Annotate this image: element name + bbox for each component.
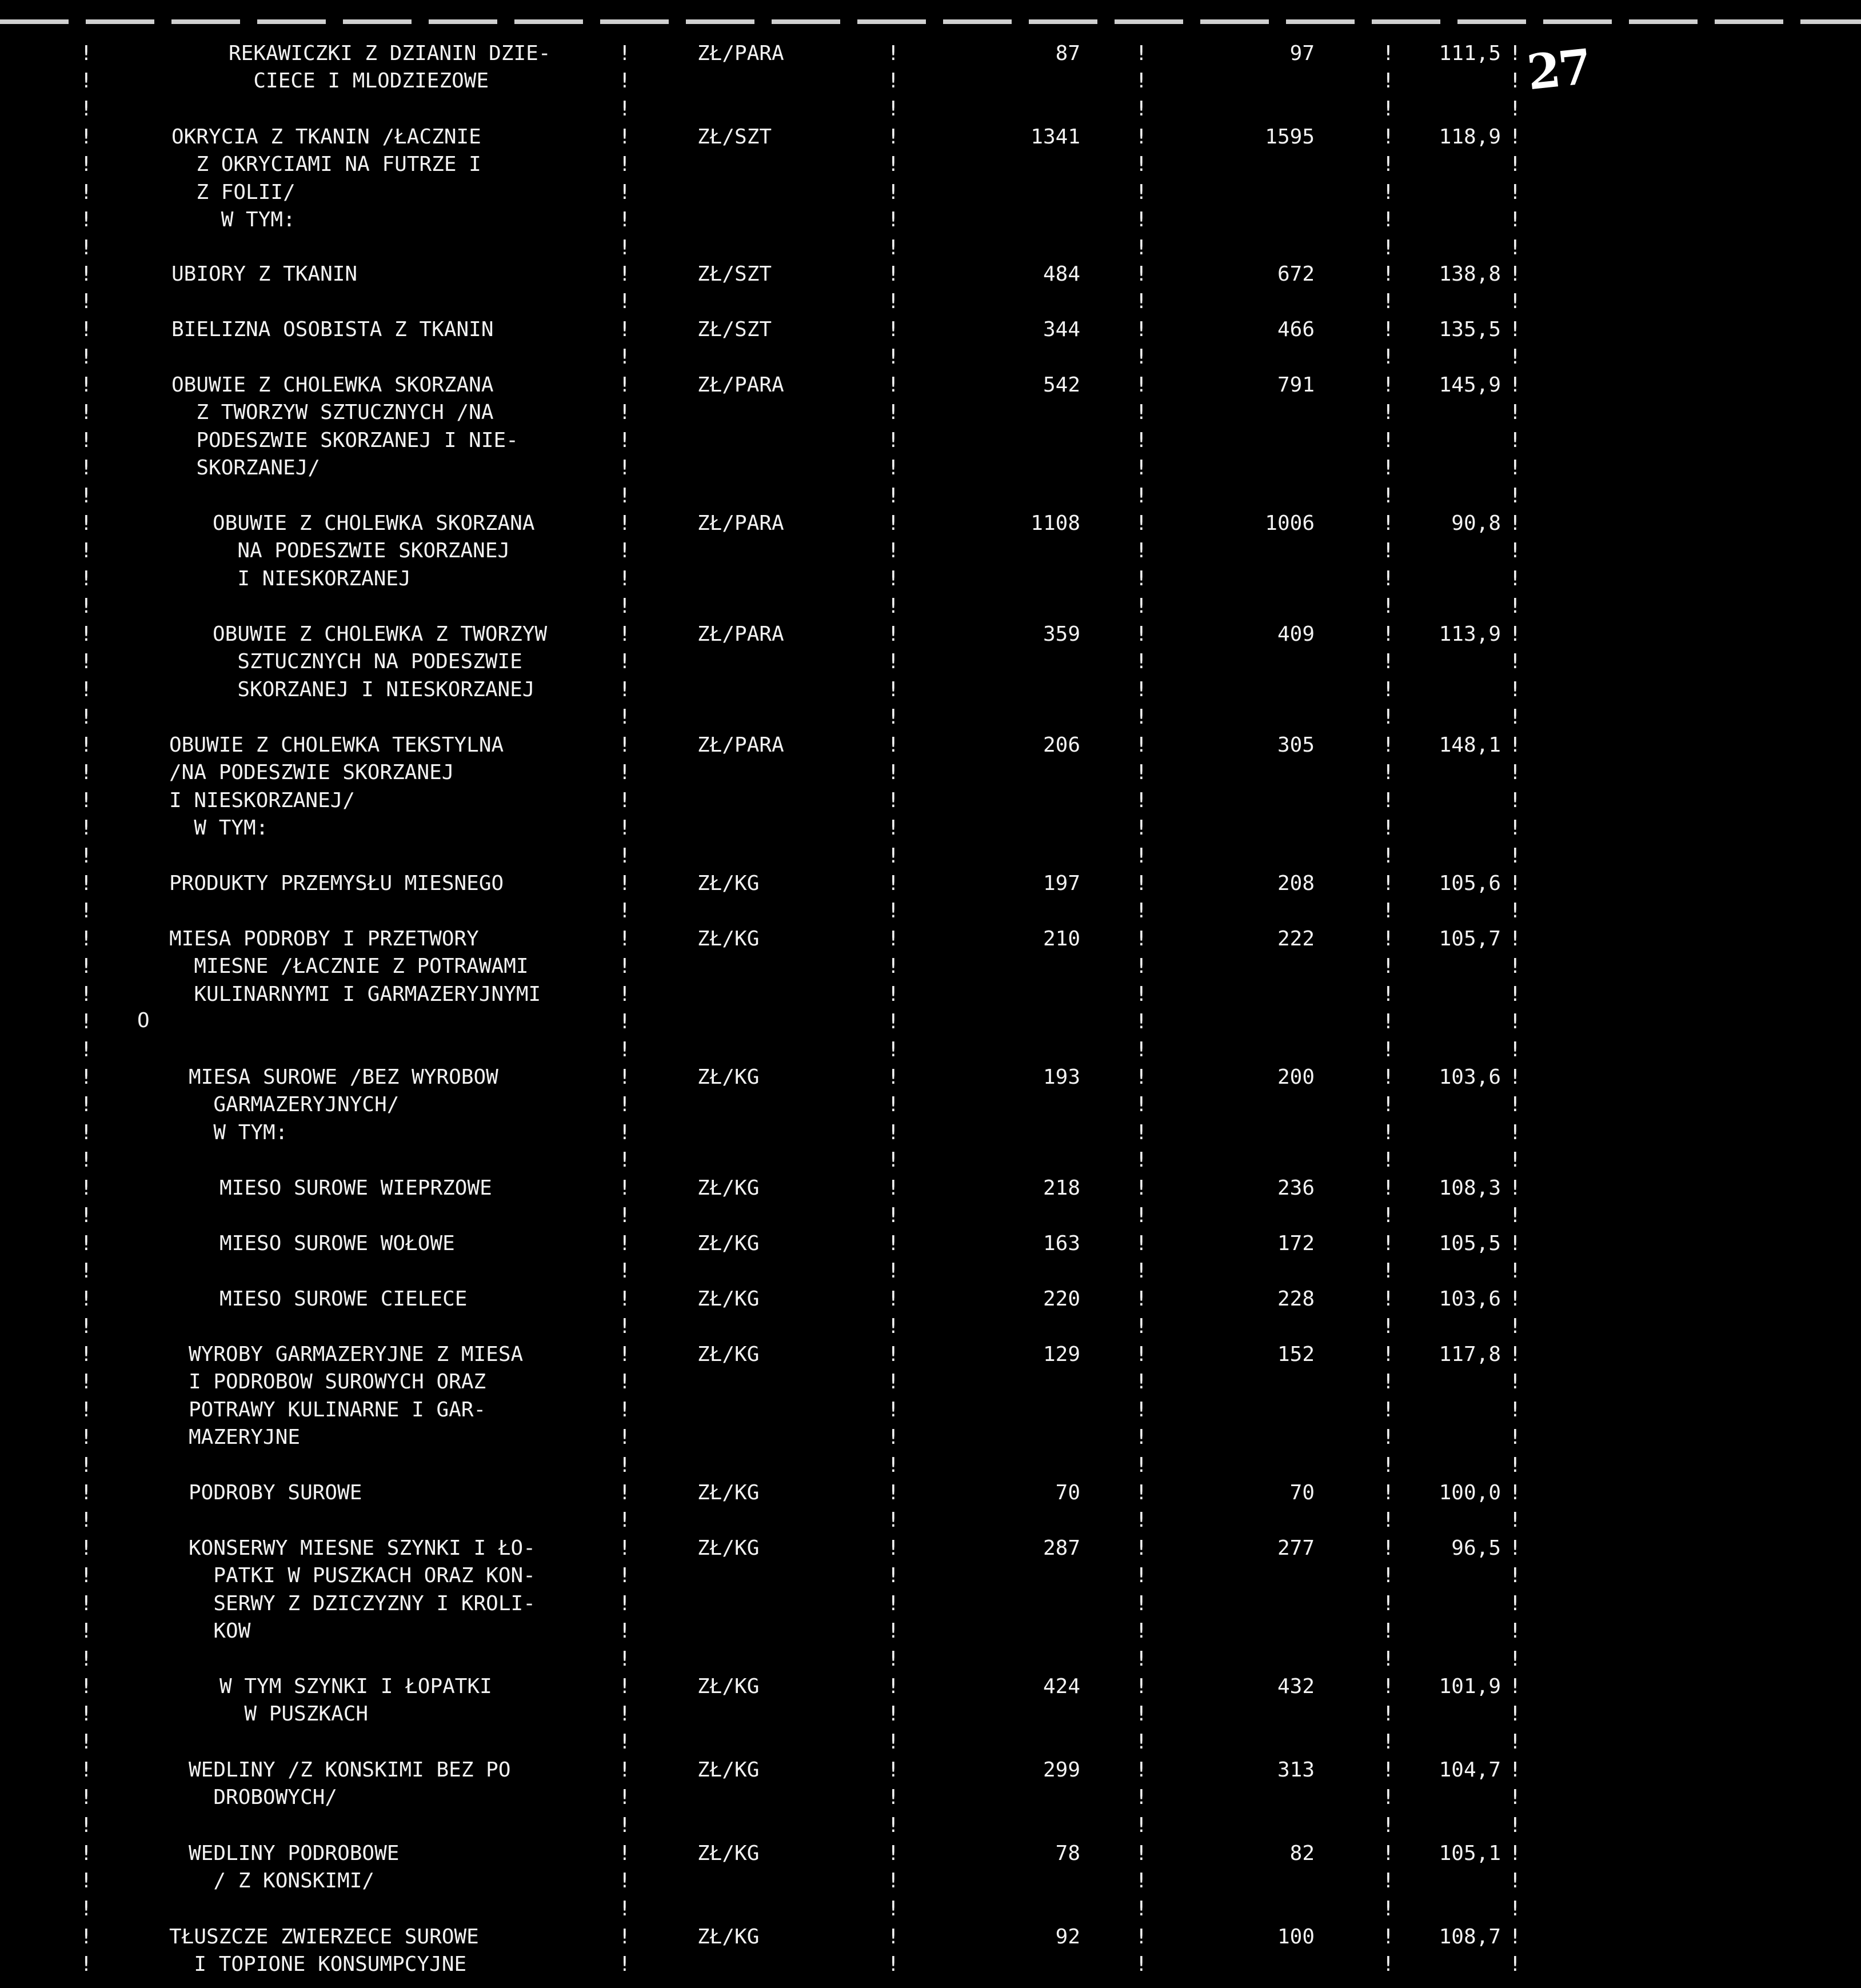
- column-separator: ! ! !: [1135, 1842, 1148, 1921]
- column-separator: ! !: [80, 1232, 93, 1283]
- column-separator: ! !: [1509, 262, 1521, 314]
- column-separator: ! !: [887, 318, 900, 369]
- column-separator: ! !: [1382, 262, 1395, 314]
- column-separator: ! !: [1135, 262, 1148, 314]
- price-before-cell: 193: [1043, 1065, 1080, 1089]
- column-separator: ! ! ! ! !: [1135, 1536, 1148, 1671]
- column-separator: ! ! !: [618, 1842, 631, 1921]
- unit-cell: ZŁ/KG: [697, 1675, 760, 1698]
- column-separator: ! !: [1382, 1481, 1395, 1532]
- index-cell: 101,9: [1439, 1675, 1501, 1698]
- price-after-cell: 100: [1277, 1925, 1315, 1949]
- column-separator: ! ! ! ! !: [887, 733, 900, 868]
- column-separator: ! !: [1382, 1925, 1395, 1977]
- price-before-cell: 484: [1043, 262, 1080, 286]
- price-before-cell: 206: [1043, 733, 1080, 757]
- column-separator: ! ! ! !: [1135, 512, 1148, 618]
- unit-cell: ZŁ/KG: [697, 1842, 760, 1865]
- price-before-cell: 1341: [1031, 125, 1080, 149]
- column-separator: ! !: [1509, 1176, 1521, 1228]
- column-separator: ! ! !: [618, 1675, 631, 1754]
- column-separator: ! ! !: [887, 42, 900, 121]
- item-name: OBUWIE Z CHOLEWKA SKORZANA NA PODESZWIE SKORZANEJ I NIESKORZANEJ: [213, 512, 535, 590]
- price-after-cell: 409: [1277, 622, 1315, 646]
- column-separator: ! ! ! ! !: [618, 1343, 631, 1477]
- index-cell: 90,8: [1451, 512, 1501, 535]
- column-separator: ! ! ! ! !: [80, 733, 93, 868]
- column-separator: ! ! !: [1135, 1758, 1148, 1837]
- column-separator: ! !: [887, 1481, 900, 1532]
- item-name: UBIORY Z TKANIN: [171, 262, 358, 286]
- column-separator: ! ! !: [887, 1675, 900, 1754]
- column-separator: ! !: [618, 1287, 631, 1339]
- unit-cell: ZŁ/PARA: [697, 373, 784, 397]
- index-cell: 105,7: [1439, 927, 1501, 951]
- column-separator: ! !: [1509, 1232, 1521, 1283]
- item-name: REKAWICZKI Z DZIANIN DZIE- CIECE I MLODZIEZOWE: [229, 42, 551, 93]
- column-separator: ! !: [1509, 1287, 1521, 1339]
- unit-cell: ZŁ/SZT: [697, 318, 772, 341]
- column-separator: ! !: [618, 1232, 631, 1283]
- column-separator: ! ! !: [80, 1842, 93, 1921]
- price-after-cell: 228: [1277, 1287, 1315, 1311]
- price-after-cell: 672: [1277, 262, 1315, 286]
- unit-cell: ZŁ/KG: [697, 1758, 760, 1782]
- column-separator: ! ! ! !: [1509, 1065, 1521, 1172]
- price-before-cell: 197: [1043, 872, 1080, 895]
- unit-cell: ZŁ/KG: [697, 1536, 760, 1560]
- column-separator: ! ! !: [1509, 1842, 1521, 1921]
- column-separator: ! !: [1135, 1176, 1148, 1228]
- column-separator: ! !: [1509, 872, 1521, 923]
- column-separator: ! ! ! ! !: [1509, 927, 1521, 1061]
- column-separator: ! !: [1382, 872, 1395, 923]
- column-separator: ! !: [618, 872, 631, 923]
- price-after-cell: 208: [1277, 872, 1315, 895]
- column-separator: ! !: [887, 1925, 900, 1977]
- column-separator: ! ! ! !: [1135, 1065, 1148, 1172]
- column-separator: ! ! ! ! !: [618, 125, 631, 260]
- index-cell: 104,7: [1439, 1758, 1501, 1782]
- price-after-cell: 222: [1277, 927, 1315, 951]
- column-separator: ! !: [887, 1232, 900, 1283]
- top-rule: [0, 19, 1861, 24]
- column-separator: ! ! ! ! !: [80, 125, 93, 260]
- price-before-cell: 1108: [1031, 512, 1080, 535]
- price-before-cell: 129: [1043, 1343, 1080, 1366]
- column-separator: ! ! !: [1135, 1675, 1148, 1754]
- column-separator: ! ! !: [887, 1842, 900, 1921]
- column-separator: ! ! ! ! !: [1509, 1536, 1521, 1671]
- price-before-cell: 210: [1043, 927, 1080, 951]
- index-cell: 96,5: [1451, 1536, 1501, 1560]
- column-separator: ! !: [1382, 1176, 1395, 1228]
- price-after-cell: 305: [1277, 733, 1315, 757]
- column-separator: ! ! ! !: [618, 512, 631, 618]
- column-separator: ! !: [80, 872, 93, 923]
- column-separator: ! !: [1135, 1481, 1148, 1532]
- column-separator: ! ! !: [618, 1758, 631, 1837]
- item-name: WYROBY GARMAZERYJNE Z MIESA I PODROBOW SUROWYCH ORAZ POTRAWY KULINARNE I GAR- MAZERYJNE: [189, 1343, 524, 1450]
- price-before-cell: 220: [1043, 1287, 1080, 1311]
- index-cell: 103,6: [1439, 1065, 1501, 1089]
- unit-cell: ZŁ/PARA: [697, 733, 784, 757]
- column-separator: ! !: [618, 318, 631, 369]
- column-separator: ! !: [618, 1925, 631, 1977]
- column-separator: ! ! ! !: [1509, 622, 1521, 729]
- unit-cell: ZŁ/KG: [697, 1343, 760, 1366]
- unit-cell: ZŁ/KG: [697, 1481, 760, 1504]
- column-separator: ! !: [618, 1176, 631, 1228]
- column-separator: ! !: [887, 1287, 900, 1339]
- unit-cell: ZŁ/PARA: [697, 512, 784, 535]
- column-separator: ! ! ! ! !: [1509, 125, 1521, 260]
- price-before-cell: 287: [1043, 1536, 1080, 1560]
- column-separator: ! !: [1135, 1925, 1148, 1977]
- unit-cell: ZŁ/PARA: [697, 42, 784, 65]
- column-separator: ! ! ! ! !: [618, 373, 631, 508]
- item-name: OBUWIE Z CHOLEWKA SKORZANA Z TWORZYW SZTUCZNYCH /NA PODESZWIE SKORZANEJ I NIE- SKORZANEJ/: [171, 373, 518, 480]
- price-after-cell: 82: [1289, 1842, 1315, 1865]
- price-before-cell: 92: [1055, 1925, 1080, 1949]
- column-separator: ! ! ! ! !: [1135, 1343, 1148, 1477]
- item-name: W TYM SZYNKI I ŁOPATKI W PUSZKACH: [219, 1675, 492, 1726]
- index-cell: 100,0: [1439, 1481, 1501, 1504]
- column-separator: ! ! !: [1509, 1758, 1521, 1837]
- index-cell: 111,5: [1439, 42, 1501, 65]
- price-before-cell: 542: [1043, 373, 1080, 397]
- index-cell: 105,1: [1439, 1842, 1501, 1865]
- price-after-cell: 313: [1277, 1758, 1315, 1782]
- column-separator: ! ! ! ! !: [1509, 733, 1521, 868]
- column-separator: ! ! ! ! !: [887, 373, 900, 508]
- price-after-cell: 466: [1277, 318, 1315, 341]
- column-separator: ! ! ! ! !: [1382, 373, 1395, 508]
- price-after-cell: 1595: [1265, 125, 1315, 149]
- column-separator: ! ! ! ! !: [1382, 1343, 1395, 1477]
- column-separator: ! ! !: [1135, 42, 1148, 121]
- column-separator: ! ! ! ! !: [1382, 927, 1395, 1061]
- item-name: OBUWIE Z CHOLEWKA Z TWORZYW SZTUCZNYCH NA PODESZWIE SKORZANEJ I NIESKORZANEJ: [213, 622, 548, 701]
- column-separator: ! ! ! !: [887, 622, 900, 729]
- item-name: MIESO SUROWE WIEPRZOWE: [219, 1176, 492, 1200]
- item-name: TŁUSZCZE ZWIERZECE SUROWE I TOPIONE KONSUMPCYJNE: [169, 1925, 479, 1977]
- index-cell: 117,8: [1439, 1343, 1501, 1366]
- price-after-cell: 97: [1289, 42, 1315, 65]
- item-name: KONSERWY MIESNE SZYNKI I ŁO- PATKI W PUSZKACH ORAZ KON- SERWY Z DZICZYZNY I KROLI- KOW: [189, 1536, 536, 1643]
- column-separator: ! !: [887, 1176, 900, 1228]
- price-before-cell: 70: [1055, 1481, 1080, 1504]
- price-after-cell: 277: [1277, 1536, 1315, 1560]
- column-separator: ! !: [618, 1481, 631, 1532]
- item-name: PRODUKTY PRZEMYSŁU MIESNEGO: [169, 872, 504, 895]
- unit-cell: ZŁ/KG: [697, 1176, 760, 1200]
- column-separator: ! ! ! ! !: [80, 1343, 93, 1477]
- price-after-cell: 1006: [1265, 512, 1315, 535]
- index-cell: 135,5: [1439, 318, 1501, 341]
- price-after-cell: 791: [1277, 373, 1315, 397]
- column-separator: ! ! ! ! !: [1509, 1343, 1521, 1477]
- column-separator: ! ! ! ! !: [887, 1536, 900, 1671]
- column-separator: ! ! ! ! !: [887, 1343, 900, 1477]
- price-before-cell: 344: [1043, 318, 1080, 341]
- column-separator: ! !: [1382, 1232, 1395, 1283]
- column-separator: ! !: [887, 872, 900, 923]
- price-before-cell: 218: [1043, 1176, 1080, 1200]
- column-separator: ! ! !: [1509, 1675, 1521, 1754]
- price-before-cell: 299: [1043, 1758, 1080, 1782]
- column-separator: ! !: [1509, 318, 1521, 369]
- item-name: OBUWIE Z CHOLEWKA TEKSTYLNA /NA PODESZWIE SKORZANEJ I NIESKORZANEJ/ W TYM:: [169, 733, 504, 840]
- column-separator: ! !: [618, 262, 631, 314]
- column-separator: ! !: [1382, 1287, 1395, 1339]
- column-separator: ! ! ! !: [80, 1065, 93, 1172]
- column-separator: ! !: [80, 1925, 93, 1977]
- column-separator: ! ! !: [80, 1675, 93, 1754]
- column-separator: ! ! !: [80, 1758, 93, 1837]
- unit-cell: ZŁ/SZT: [697, 262, 772, 286]
- column-separator: ! ! ! ! !: [1135, 733, 1148, 868]
- price-after-cell: 236: [1277, 1176, 1315, 1200]
- unit-cell: ZŁ/KG: [697, 1065, 760, 1089]
- column-separator: ! ! ! !: [1382, 1065, 1395, 1172]
- column-separator: ! ! ! !: [80, 512, 93, 618]
- index-cell: 108,7: [1439, 1925, 1501, 1949]
- item-name: MIESO SUROWE WOŁOWE: [219, 1232, 455, 1255]
- column-separator: ! ! ! ! !: [887, 125, 900, 260]
- price-after-cell: 432: [1277, 1675, 1315, 1698]
- column-separator: ! ! ! !: [618, 622, 631, 729]
- index-cell: 113,9: [1439, 622, 1501, 646]
- index-cell: 103,6: [1439, 1287, 1501, 1311]
- column-separator: ! ! ! !: [80, 622, 93, 729]
- column-separator: ! ! !: [887, 1758, 900, 1837]
- column-separator: ! !: [80, 1481, 93, 1532]
- price-before-cell: 87: [1055, 42, 1080, 65]
- item-name: MIESO SUROWE CIELECE: [219, 1287, 468, 1311]
- column-separator: ! ! ! !: [1509, 512, 1521, 618]
- column-separator: ! ! !: [1382, 1842, 1395, 1921]
- item-name: MIESA SUROWE /BEZ WYROBOW GARMAZERYJNYCH/ W TYM:: [189, 1065, 498, 1144]
- column-separator: ! !: [1509, 1925, 1521, 1977]
- item-name: OKRYCIA Z TKANIN /ŁACZNIE Z OKRYCIAMI NA FUTRZE I Z FOLII/ W TYM:: [171, 125, 481, 232]
- column-separator: ! ! ! ! !: [887, 927, 900, 1061]
- column-separator: ! ! ! ! !: [1509, 373, 1521, 508]
- index-cell: 118,9: [1439, 125, 1501, 149]
- index-cell: 138,8: [1439, 262, 1501, 286]
- index-cell: 108,3: [1439, 1176, 1501, 1200]
- column-separator: ! ! ! ! !: [1135, 927, 1148, 1061]
- column-separator: ! ! ! !: [1382, 512, 1395, 618]
- column-separator: ! !: [80, 1287, 93, 1339]
- unit-cell: ZŁ/KG: [697, 1925, 760, 1949]
- column-separator: ! ! ! ! !: [1382, 733, 1395, 868]
- item-name: PODROBY SUROWE: [189, 1481, 362, 1504]
- column-separator: ! !: [887, 262, 900, 314]
- price-after-cell: 172: [1277, 1232, 1315, 1255]
- column-separator: ! ! ! ! !: [1382, 1536, 1395, 1671]
- index-cell: 105,5: [1439, 1232, 1501, 1255]
- column-separator: ! !: [1135, 872, 1148, 923]
- column-separator: ! !: [80, 318, 93, 369]
- column-separator: ! !: [80, 1176, 93, 1228]
- column-separator: ! ! ! ! !: [80, 1536, 93, 1671]
- item-name: MIESA PODROBY I PRZETWORY MIESNE /ŁACZNIE Z POTRAWAMI KULINARNYMI I GARMAZERYJNYMI: [169, 927, 541, 1006]
- column-separator: ! ! ! !: [618, 1065, 631, 1172]
- item-name: WEDLINY PODROBOWE / Z KONSKIMI/: [189, 1842, 400, 1893]
- column-separator: ! ! !: [80, 42, 93, 121]
- column-separator: ! ! !: [1382, 1758, 1395, 1837]
- price-before-cell: 78: [1055, 1842, 1080, 1865]
- column-separator: ! ! ! ! !: [1382, 125, 1395, 260]
- unit-cell: ZŁ/KG: [697, 1287, 760, 1311]
- column-separator: ! ! ! ! !: [618, 733, 631, 868]
- unit-cell: ZŁ/KG: [697, 927, 760, 951]
- column-separator: ! ! ! !: [1135, 622, 1148, 729]
- page-number: 27: [1524, 38, 1592, 101]
- column-separator: ! ! !: [1509, 42, 1521, 121]
- column-separator: ! ! !: [1382, 1675, 1395, 1754]
- column-separator: ! ! ! !: [1382, 622, 1395, 729]
- column-separator: ! ! !: [1382, 42, 1395, 121]
- column-separator: ! ! ! !: [887, 1065, 900, 1172]
- item-name: WEDLINY /Z KONSKIMI BEZ PO DROBOWYCH/: [189, 1758, 511, 1810]
- column-separator: ! ! ! ! !: [1135, 373, 1148, 508]
- column-separator: ! ! ! ! !: [80, 373, 93, 508]
- index-cell: 105,6: [1439, 872, 1501, 895]
- price-before-cell: 163: [1043, 1232, 1080, 1255]
- column-separator: ! !: [1135, 318, 1148, 369]
- unit-cell: ZŁ/KG: [697, 1232, 760, 1255]
- column-separator: ! !: [1382, 318, 1395, 369]
- column-separator: ! ! ! ! !: [1135, 125, 1148, 260]
- price-before-cell: 359: [1043, 622, 1080, 646]
- column-separator: ! !: [1135, 1232, 1148, 1283]
- column-separator: ! ! !: [618, 42, 631, 121]
- index-cell: 148,1: [1439, 733, 1501, 757]
- unit-cell: ZŁ/SZT: [697, 125, 772, 149]
- column-separator: ! !: [80, 262, 93, 314]
- column-separator: ! ! ! !: [887, 512, 900, 618]
- price-after-cell: 152: [1277, 1343, 1315, 1366]
- price-after-cell: 200: [1277, 1065, 1315, 1089]
- price-after-cell: 70: [1289, 1481, 1315, 1504]
- column-separator: ! ! ! ! !: [80, 927, 93, 1061]
- column-separator: ! ! ! ! !: [618, 927, 631, 1061]
- column-separator: ! !: [1135, 1287, 1148, 1339]
- unit-cell: ZŁ/PARA: [697, 622, 784, 646]
- unit-cell: ZŁ/KG: [697, 872, 760, 895]
- stray-mark: O: [137, 1009, 150, 1032]
- column-separator: ! ! ! ! !: [618, 1536, 631, 1671]
- column-separator: ! !: [1509, 1481, 1521, 1532]
- index-cell: 145,9: [1439, 373, 1501, 397]
- item-name: BIELIZNA OSOBISTA Z TKANIN: [171, 318, 494, 341]
- price-before-cell: 424: [1043, 1675, 1080, 1698]
